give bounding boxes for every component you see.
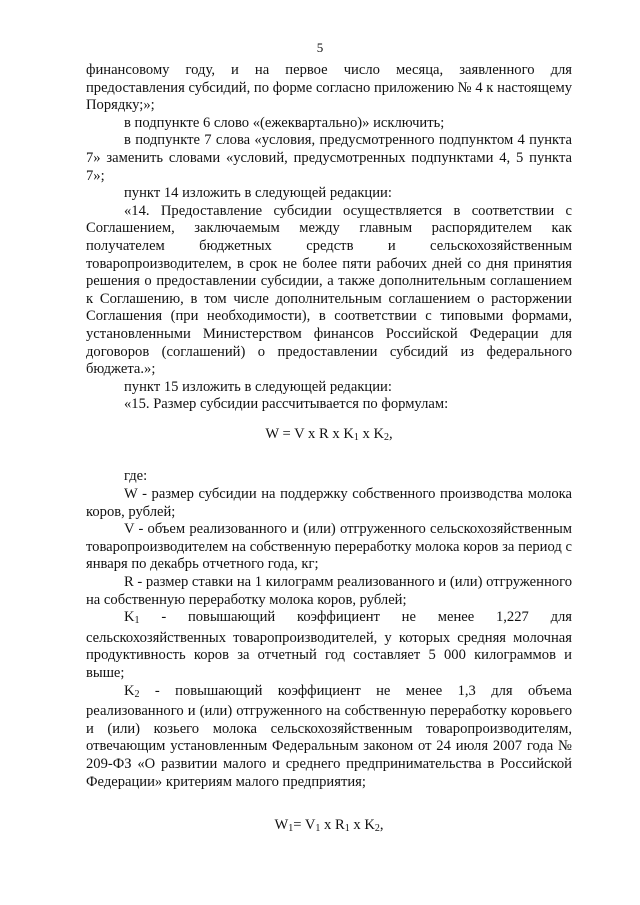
definition-k1: [86, 609, 572, 682]
where-label: где:: [124, 468, 148, 485]
definition-r: R - размер ставки на 1 килограмм реализованного и (или) отгруженного на собственную переработку молока коров, рублей;: [86, 574, 572, 608]
definition-k1-sub: 1: [134, 615, 140, 627]
definition-k2-text: - повышающий коэффициент не менее 1,3 для объема реализованного и (или) отгруженного на собственную переработку коровьего и (или) козьего молока сельскохозяйственным товаропроизводителям, отвечающим установленным Федеральным законом от 24 июля 2007 года № 209-ФЗ «О развитии малого и среднего предпринимательства в Российской Федерации» критериям малого предприятия;: [86, 682, 572, 790]
paragraph-item-15-text: «15. Размер субсидии рассчитывается по формулам:: [124, 396, 449, 413]
paragraph-subitem-7: в подпункте 7 слова «условия, предусмотренного подпунктом 4 пункта 7» заменить словами «условий, предусмотренных подпунктами 4, 5 пункта 7»;: [86, 132, 572, 184]
formula-secondary-sub: 1: [344, 823, 350, 835]
formula-secondary-part: = V: [293, 817, 316, 834]
formula-secondary-sub: 1: [288, 823, 294, 835]
paragraph-item-14-intro: пункт 14 изложить в следующей редакции:: [124, 185, 392, 202]
definition-k2: [86, 683, 572, 792]
formula-secondary-part: W: [274, 817, 289, 834]
page-number: 5: [316, 40, 324, 55]
definition-k2-sub: 2: [134, 688, 140, 700]
definition-k2-symbol: K: [124, 682, 135, 699]
document-body: [86, 62, 572, 860]
formula-secondary-sub: 1: [315, 823, 321, 835]
formula-secondary-end: ,: [379, 817, 384, 834]
paragraph-subitem-6: в подпункте 6 слово «(ежеквартально)» исключить;: [124, 114, 445, 131]
paragraph-item-14-text: «14. Предоставление субсидии осуществляется в соответствии с Соглашением, заключаемым между главным распорядителем как получателем бюджетных средств и сельскохозяйственным товаропроизводителем, в срок не более пяти рабочих дней со дня принятия решения о предоставлении субсидии, а также дополнительным соглашением к Соглашению, в том числе дополнительным соглашением о расторжении Соглашения (при необходимости), в соответствии с типовыми формами, установленными Министерством финансов Российской Федерации для договоров (соглашений) о предоставлении субсидий из федерального бюджета.»;: [86, 202, 572, 378]
paragraph-item-15-intro: пункт 15 изложить в следующей редакции:: [124, 378, 392, 395]
paragraph-continuation: финансовому году, и на первое число месяца, заявленного для предоставления субсидий, по форме согласно приложению № 4 к настоящему Порядку;»;: [86, 62, 572, 114]
formula-main-part: x K: [358, 425, 384, 442]
formula-main-part: W = V x R x K: [265, 425, 354, 442]
formula-main-end: ,: [389, 425, 393, 442]
formula-secondary-part: x R: [320, 817, 345, 834]
formula-main-sub2: 2: [384, 431, 389, 443]
formula-main: [86, 426, 572, 447]
definition-k1-symbol: K: [124, 609, 135, 626]
definition-k1-text: - повышающий коэффициент не менее 1,227 для сельскохозяйственных товаропроизводителей, у которых средняя молочная продуктивность коров за отчетный год составляет 5 000 килограммов и выше;: [86, 609, 572, 681]
definition-w: W - размер субсидии на поддержку собственного производства молока коров, рублей;: [86, 486, 572, 520]
definition-v: V - объем реализованного и (или) отгруженного сельскохозяйственным товаропроизводителем на собственную переработку молока коров за период с января по декабрь отчетного года, кг;: [86, 521, 572, 573]
formula-secondary: [86, 817, 572, 838]
formula-secondary-part: x K: [349, 817, 375, 834]
formula-secondary-sub: 2: [374, 823, 380, 835]
formula-main-sub1: 1: [353, 431, 359, 443]
